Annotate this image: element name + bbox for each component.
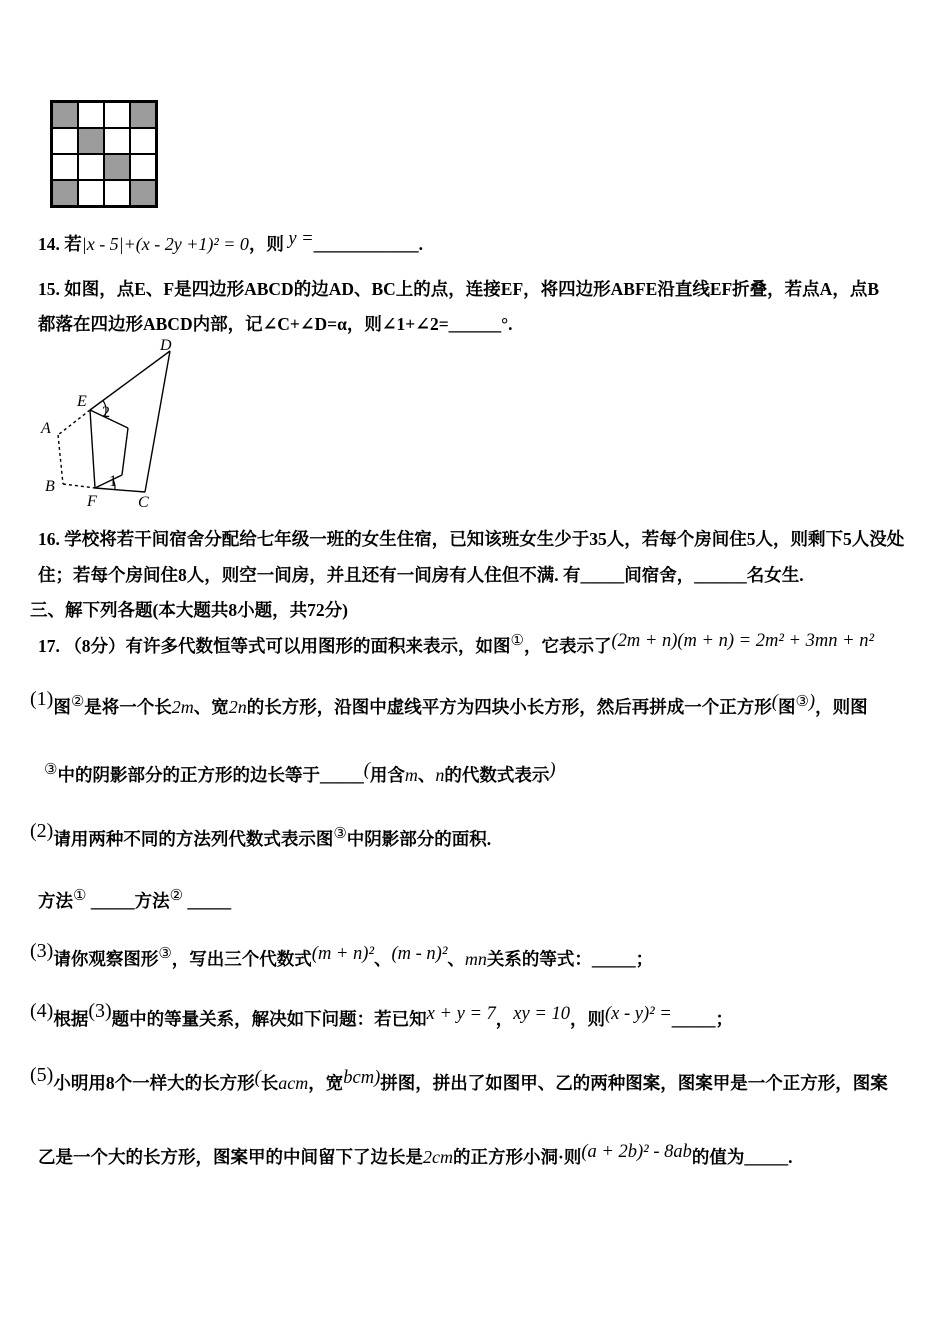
- text-segment: 题中的等量关系，解决如下问题：若已知: [111, 1009, 427, 1029]
- question-17-part-1-line-2: [44, 762, 556, 790]
- text-segment: ③: [795, 694, 809, 710]
- text-segment: ): [808, 692, 816, 712]
- text-segment: 三、解下列各题(本大题共8小题，共72分): [30, 600, 348, 620]
- text-segment: _____: [183, 891, 232, 911]
- solid-edge: [90, 351, 170, 410]
- text-segment: 乙是一个大的长方形，图案甲的中间留下了边长是: [38, 1147, 423, 1167]
- text-segment: 的值为_____.: [691, 1147, 793, 1167]
- text-segment: 、: [447, 949, 465, 969]
- text-segment: 2cm: [423, 1147, 453, 1167]
- text-segment: 中阴影部分的面积.: [346, 829, 492, 849]
- section-3-heading: [30, 597, 348, 623]
- text-segment: 是将一个长: [84, 697, 172, 717]
- text-segment: ，宽: [308, 1073, 344, 1093]
- text-segment: 请你观察图形: [53, 949, 159, 969]
- text-segment: 16. 学校将若干间宿舍分配给七年级一班的女生住宿，已知该班女生少于35人，若每个房间住5人，则剩下5人没处: [38, 529, 905, 549]
- dotted-edge: [63, 484, 95, 488]
- text-segment: 的正方形小洞·则: [453, 1147, 582, 1167]
- text-segment: ②: [70, 694, 85, 710]
- text-segment: 图: [777, 697, 796, 717]
- text-segment: 15. 如图，点E、F是四边形ABCD的边AD、BC上的点，连接EF，将四边形ABFE沿直线EF折叠，若点A，点B: [38, 279, 879, 299]
- text-segment: 方法: [38, 891, 73, 911]
- question-17-part-2-methods: [38, 888, 231, 916]
- question-15-line-1: [38, 276, 879, 302]
- text-segment: (4): [30, 1000, 54, 1022]
- grid-cell: [52, 128, 78, 154]
- text-segment: 2m: [171, 697, 194, 717]
- question-17-intro: [38, 633, 874, 661]
- text-segment: n: [435, 765, 445, 785]
- figure-label-F: F: [87, 493, 97, 510]
- question-17-part-3: [30, 940, 654, 974]
- text-segment: y =: [288, 229, 314, 249]
- text-segment: 14. 若: [38, 234, 82, 254]
- text-segment: 、: [374, 949, 392, 969]
- text-segment: 住；若每个房间住8人，则空一间房，并且还有一间房有人住但不满. 有_____间宿舍，______名女生.: [38, 565, 804, 585]
- dotted-edge: [58, 410, 90, 435]
- text-segment: (3): [88, 1000, 112, 1022]
- dotted-edge: [58, 435, 63, 484]
- grid-cell: [78, 180, 104, 206]
- text-segment: 的代数式表示: [444, 765, 550, 785]
- text-segment: m: [404, 765, 418, 785]
- grid-cell: [52, 102, 78, 128]
- text-segment: acm: [278, 1073, 309, 1093]
- text-segment: ，则图: [815, 697, 868, 717]
- text-segment: mn: [464, 949, 487, 969]
- question-14: [38, 231, 423, 258]
- figure-label-B: B: [45, 478, 55, 495]
- grid-cell: [104, 154, 130, 180]
- question-17-part-1-line-1: [30, 688, 868, 722]
- text-segment: 用含: [369, 765, 405, 785]
- text-segment: (: [771, 692, 778, 712]
- figure-label-C: C: [138, 494, 149, 511]
- question-17-part-5-line-1: [30, 1064, 888, 1097]
- text-segment: ，它表示了: [523, 636, 612, 656]
- text-segment: 都落在四边形ABCD内部，记∠C+∠D=α，则∠1+∠2=______°.: [38, 314, 513, 334]
- text-segment: ，则: [569, 1009, 605, 1029]
- grid-cell: [78, 128, 104, 154]
- text-segment: (: [254, 1068, 261, 1088]
- figure-label-A: A: [41, 420, 51, 437]
- text-segment: ，写出三个代数式: [171, 949, 312, 969]
- text-segment: 关系的等式：: [486, 949, 592, 969]
- grid-cell: [52, 180, 78, 206]
- text-segment: (1): [30, 688, 54, 710]
- figure-label-2: 2: [102, 404, 110, 421]
- question-16-line-1: [38, 526, 904, 552]
- solid-edge: [122, 428, 128, 475]
- text-segment: 小明用8个一样大的长方形: [53, 1073, 255, 1093]
- text-segment: ，则: [248, 234, 289, 254]
- grid-cell: [104, 102, 130, 128]
- text-segment: (2): [30, 820, 54, 842]
- text-segment: (m - n)²: [391, 944, 448, 964]
- text-segment: ③: [333, 826, 347, 842]
- text-segment: 2n: [228, 697, 247, 717]
- text-segment: ①: [73, 888, 87, 904]
- text-segment: _____；: [591, 949, 654, 969]
- text-segment: (5): [30, 1064, 54, 1086]
- question-17-part-2: [30, 820, 492, 854]
- text-segment: xy = 10: [513, 1004, 570, 1024]
- solid-edge: [145, 351, 170, 492]
- grid-cell: [78, 154, 104, 180]
- grid-cell: [130, 128, 156, 154]
- text-segment: (a + 2b)² - 8ab: [581, 1142, 692, 1162]
- text-segment: ③: [158, 946, 172, 962]
- grid-cell: [130, 102, 156, 128]
- text-segment: x + y = 7: [426, 1004, 496, 1024]
- grid-cell: [78, 102, 104, 128]
- text-segment: ____________.: [313, 234, 424, 254]
- text-segment: ，: [495, 1009, 514, 1029]
- text-segment: ②: [169, 888, 184, 904]
- text-segment: |x - 5|+(x - 2y +1)² = 0: [81, 234, 249, 254]
- text-segment: (: [363, 760, 370, 780]
- text-segment: (m + n)²: [311, 944, 374, 964]
- text-segment: 的长方形，沿图中虚线平方为四块小长方形，然后再拼成一个正方形: [246, 697, 772, 717]
- grid-cell: [52, 154, 78, 180]
- text-segment: 、: [417, 765, 436, 785]
- text-segment: _____；: [671, 1009, 734, 1029]
- question-17-part-4: [30, 1000, 734, 1033]
- text-segment: 拼图，拼出了如图甲、乙的两种图案，图案甲是一个正方形，图案: [380, 1073, 888, 1093]
- shaded-grid-figure: [50, 100, 158, 208]
- text-segment: 中的阴影部分的正方形的边长等于_____: [57, 765, 364, 785]
- text-segment: _____: [86, 891, 135, 911]
- question-15-line-2: [38, 311, 513, 337]
- text-segment: (3): [30, 940, 54, 962]
- text-segment: 请用两种不同的方法列代数式表示图: [53, 829, 334, 849]
- grid-cell: [130, 154, 156, 180]
- text-segment: (2m + n)(m + n) = 2m² + 3mn + n²: [611, 631, 875, 651]
- text-segment: 长: [260, 1073, 279, 1093]
- solid-edge: [95, 488, 145, 492]
- question-16-line-2: [38, 562, 804, 588]
- figure-label-1: 1: [109, 473, 117, 490]
- text-segment: ③: [44, 762, 58, 778]
- text-segment: ): [549, 760, 556, 780]
- grid-cell: [104, 180, 130, 206]
- text-segment: 17. （8分）有许多代数恒等式可以用图形的面积来表示，如图: [38, 636, 511, 656]
- question-17-part-5-line-2: [38, 1144, 792, 1171]
- text-segment: 根据: [53, 1009, 89, 1029]
- grid-cell: [104, 128, 130, 154]
- figure-label-D: D: [160, 337, 172, 354]
- text-segment: 、宽: [193, 697, 229, 717]
- text-segment: ①: [510, 633, 524, 649]
- text-segment: 图: [53, 697, 71, 717]
- text-segment: bcm): [343, 1068, 381, 1088]
- grid-cell: [130, 180, 156, 206]
- text-segment: 方法: [134, 891, 170, 911]
- solid-edge: [90, 410, 95, 488]
- figure-label-E: E: [77, 393, 87, 410]
- text-segment: (x - y)² =: [604, 1004, 672, 1024]
- fold-geometry-figure: [28, 336, 223, 514]
